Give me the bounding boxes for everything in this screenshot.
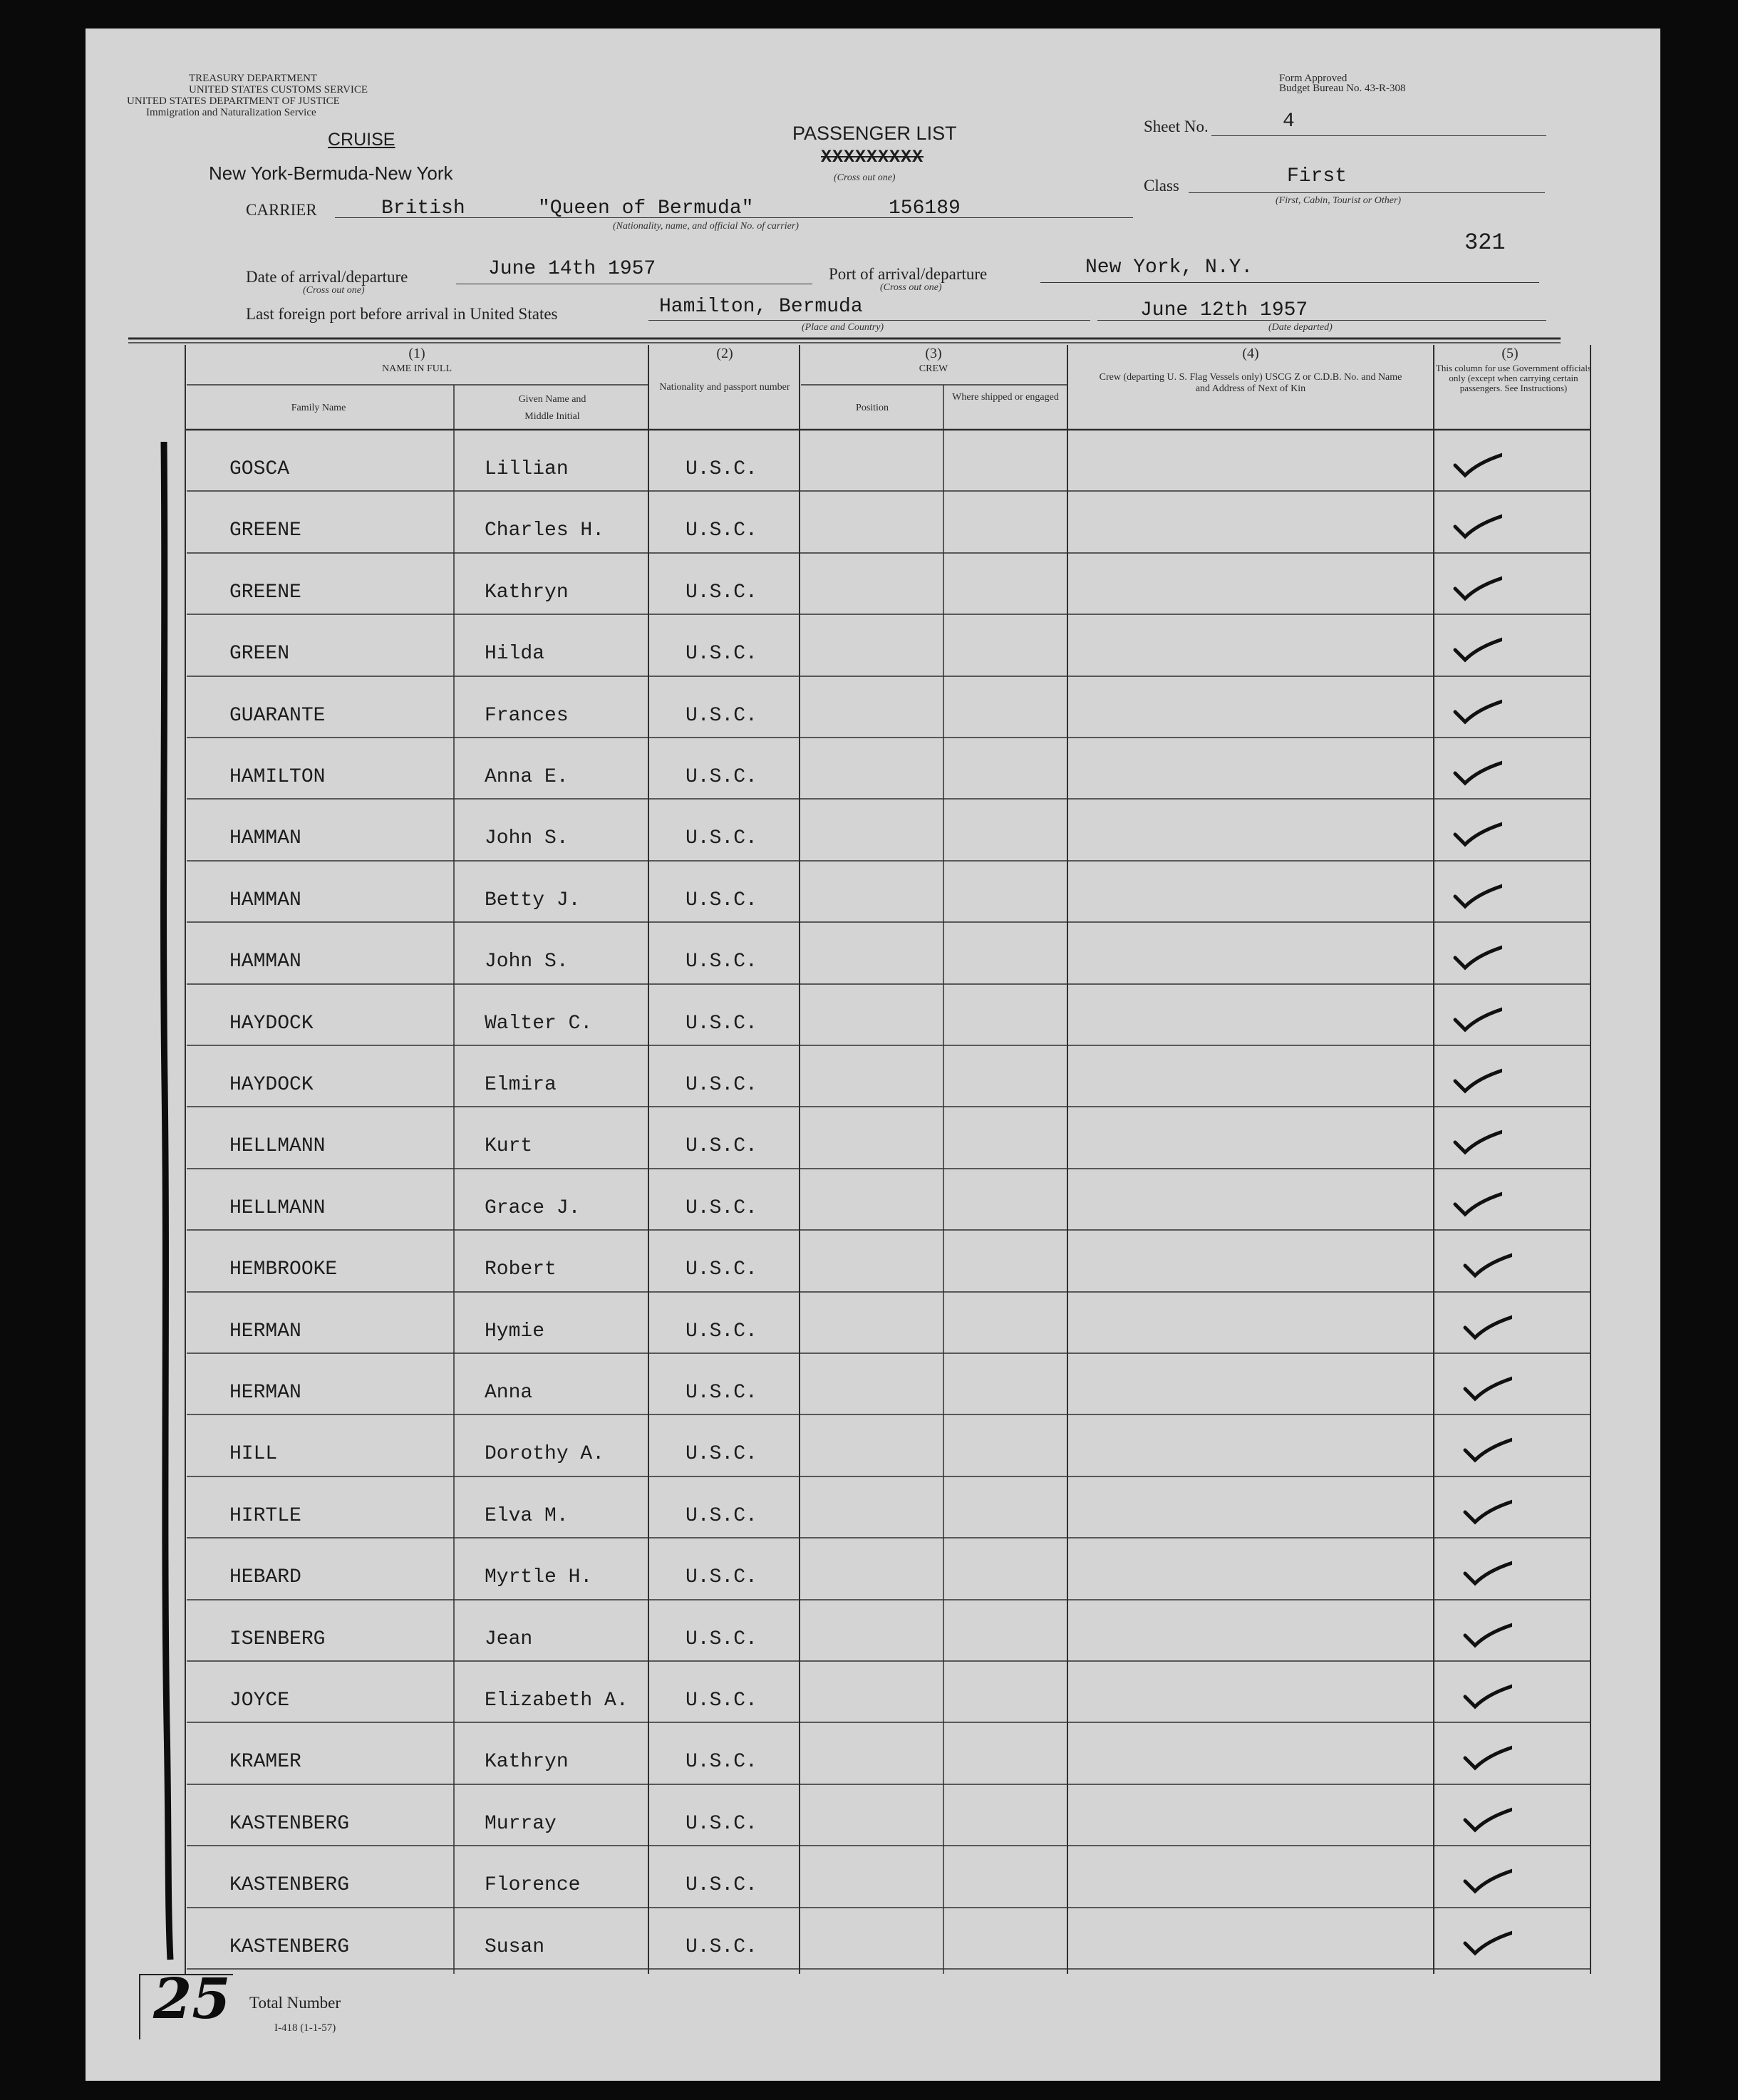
family-name: GUARANTE bbox=[229, 705, 326, 727]
class-value: First bbox=[1287, 165, 1348, 187]
check-mark-icon bbox=[1462, 1495, 1512, 1526]
total-number-value: 25 bbox=[153, 1967, 231, 2032]
col4-number: (4) bbox=[1242, 346, 1259, 361]
nationality: U.S.C. bbox=[686, 1013, 757, 1035]
given-name: Elmira bbox=[485, 1074, 557, 1096]
check-mark-icon bbox=[1462, 1803, 1512, 1834]
form-code: I-418 (1-1-57) bbox=[274, 2022, 336, 2034]
check-mark-icon bbox=[1452, 1064, 1502, 1095]
given-name: Susan bbox=[485, 1936, 545, 1958]
given-name: Lillian bbox=[485, 458, 569, 480]
check-mark-icon bbox=[1462, 1372, 1512, 1403]
given-name: John S. bbox=[485, 951, 569, 973]
page-number: 321 bbox=[1464, 229, 1506, 256]
nationality: U.S.C. bbox=[686, 1936, 757, 1958]
check-mark-icon bbox=[1462, 1926, 1512, 1957]
date-cross-hint: (Cross out one) bbox=[303, 285, 365, 296]
family-name: HERMAN bbox=[229, 1320, 301, 1343]
given-name: Myrtle H. bbox=[485, 1566, 593, 1588]
given-name: Betty J. bbox=[485, 889, 581, 911]
given-name: Florence bbox=[485, 1874, 581, 1896]
nationality: U.S.C. bbox=[686, 1690, 757, 1712]
carrier-vessel: "Queen of Bermuda" bbox=[538, 197, 754, 219]
where-shipped-header: Where shipped or engaged bbox=[952, 392, 1059, 403]
check-mark-icon bbox=[1452, 941, 1502, 972]
nationality: U.S.C. bbox=[686, 581, 757, 604]
port-cross-hint: (Cross out one) bbox=[880, 282, 942, 293]
check-mark-icon bbox=[1462, 1556, 1512, 1588]
check-mark-icon bbox=[1452, 633, 1502, 664]
check-mark-icon bbox=[1452, 817, 1502, 849]
nationality: U.S.C. bbox=[686, 1197, 757, 1219]
given-name: John S. bbox=[485, 827, 569, 849]
carrier-nationality: British bbox=[381, 197, 465, 219]
crossed-title: XXXXXXXXX bbox=[821, 147, 924, 167]
col1-number: (1) bbox=[408, 346, 425, 361]
port-arrival-value: New York, N.Y. bbox=[1085, 257, 1253, 279]
nationality: U.S.C. bbox=[686, 1505, 757, 1527]
route: New York-Bermuda-New York bbox=[209, 162, 453, 184]
family-name: GREENE bbox=[229, 519, 301, 542]
budget-bureau: Budget Bureau No. 43-R-308 bbox=[1279, 83, 1406, 94]
check-mark-icon bbox=[1452, 510, 1502, 541]
agency-line-4: Immigration and Naturalization Service bbox=[146, 107, 316, 118]
nationality: U.S.C. bbox=[686, 1751, 757, 1773]
carrier-label: CARRIER bbox=[246, 201, 317, 219]
check-mark-icon bbox=[1452, 571, 1502, 603]
carrier-number: 156189 bbox=[889, 197, 961, 219]
given-name: Elizabeth A. bbox=[485, 1690, 629, 1712]
crew-header: CREW bbox=[919, 363, 948, 374]
date-departed-hint: (Date departed) bbox=[1268, 322, 1333, 333]
nationality: U.S.C. bbox=[686, 458, 757, 480]
check-mark-icon bbox=[1462, 1310, 1512, 1342]
nationality: U.S.C. bbox=[686, 1135, 757, 1157]
nationality: U.S.C. bbox=[686, 1874, 757, 1896]
col2-number: (2) bbox=[716, 346, 733, 361]
nationality: U.S.C. bbox=[686, 1320, 757, 1343]
family-name: HEMBROOKE bbox=[229, 1258, 338, 1281]
nationality: U.S.C. bbox=[686, 519, 757, 542]
agency-line-3: UNITED STATES DEPARTMENT OF JUSTICE bbox=[127, 95, 340, 107]
given-name: Hymie bbox=[485, 1320, 545, 1343]
family-name: HERMAN bbox=[229, 1382, 301, 1404]
family-name: KASTENBERG bbox=[229, 1936, 350, 1958]
family-name: KRAMER bbox=[229, 1751, 301, 1773]
nationality: U.S.C. bbox=[686, 1382, 757, 1404]
date-arrival-value: June 14th 1957 bbox=[488, 258, 656, 280]
col5-note: This column for use Government officials only (except when carrying certain passengers. See Instructions) bbox=[1435, 363, 1592, 393]
family-name: HILL bbox=[229, 1443, 278, 1465]
check-mark-icon bbox=[1452, 1125, 1502, 1157]
nationality: U.S.C. bbox=[686, 1443, 757, 1465]
given-name: Kathryn bbox=[485, 1751, 569, 1773]
check-mark-icon bbox=[1462, 1618, 1512, 1650]
check-mark-icon bbox=[1462, 1433, 1512, 1464]
family-name: GREEN bbox=[229, 643, 290, 665]
nationality-header: Nationality and passport number bbox=[659, 382, 790, 393]
family-name: HAYDOCK bbox=[229, 1074, 314, 1096]
check-mark-icon bbox=[1462, 1248, 1512, 1280]
check-mark-icon bbox=[1462, 1741, 1512, 1772]
family-name: KASTENBERG bbox=[229, 1874, 350, 1896]
class-hint: (First, Cabin, Tourist or Other) bbox=[1276, 195, 1402, 206]
given-name: Kathryn bbox=[485, 581, 569, 604]
family-name: HAMILTON bbox=[229, 766, 326, 788]
port-arrival-label: Port of arrival/departure bbox=[829, 265, 988, 283]
check-mark-icon bbox=[1452, 1003, 1502, 1034]
check-mark-icon bbox=[1452, 1187, 1502, 1219]
given-name: Hilda bbox=[485, 643, 545, 665]
cross-out-note: (Cross out one) bbox=[834, 172, 896, 183]
check-mark-icon bbox=[1452, 879, 1502, 911]
check-mark-icon bbox=[1452, 448, 1502, 480]
col3-number: (3) bbox=[925, 346, 942, 361]
family-name: HIRTLE bbox=[229, 1505, 301, 1527]
date-departed-value: June 12th 1957 bbox=[1140, 299, 1308, 321]
total-number-label: Total Number bbox=[249, 1994, 341, 2012]
nationality: U.S.C. bbox=[686, 705, 757, 727]
given-name: Elva M. bbox=[485, 1505, 569, 1527]
col1-title: NAME IN FULL bbox=[382, 363, 452, 374]
family-name: GOSCA bbox=[229, 458, 290, 480]
given-name: Jean bbox=[485, 1628, 533, 1650]
given-name: Walter C. bbox=[485, 1013, 593, 1035]
form-approved: Form Approved bbox=[1279, 73, 1348, 84]
col5-number: (5) bbox=[1501, 346, 1519, 361]
nationality: U.S.C. bbox=[686, 1813, 757, 1835]
form-title: PASSENGER LIST bbox=[792, 123, 957, 144]
check-mark-icon bbox=[1462, 1680, 1512, 1711]
nationality: U.S.C. bbox=[686, 1566, 757, 1588]
check-mark-icon bbox=[1462, 1864, 1512, 1895]
check-mark-icon bbox=[1452, 756, 1502, 787]
place-country-hint: (Place and Country) bbox=[802, 322, 884, 333]
agency-line-1: TREASURY DEPARTMENT bbox=[189, 73, 318, 84]
agency-line-2: UNITED STATES CUSTOMS SERVICE bbox=[189, 84, 368, 95]
family-name: HAMMAN bbox=[229, 827, 301, 849]
family-name: HEBARD bbox=[229, 1566, 301, 1588]
class-label: Class bbox=[1144, 177, 1179, 195]
nationality: U.S.C. bbox=[686, 1628, 757, 1650]
ink-bracket bbox=[153, 442, 182, 1967]
nationality: U.S.C. bbox=[686, 1258, 757, 1281]
family-name: JOYCE bbox=[229, 1690, 290, 1712]
nationality: U.S.C. bbox=[686, 766, 757, 788]
given-name-header-2: Middle Initial bbox=[524, 411, 580, 422]
nationality: U.S.C. bbox=[686, 951, 757, 973]
nationality: U.S.C. bbox=[686, 1074, 757, 1096]
position-header: Position bbox=[856, 403, 889, 413]
crew-departing-header: Crew (departing U. S. Flag Vessels only) USCG Z or C.D.B. No. and Name and Address of Next of Kin bbox=[1099, 372, 1402, 394]
carrier-hint: (Nationality, name, and official No. of carrier) bbox=[613, 221, 799, 232]
given-name: Robert bbox=[485, 1258, 557, 1281]
given-name: Anna E. bbox=[485, 766, 569, 788]
given-name: Dorothy A. bbox=[485, 1443, 605, 1465]
family-name: GREENE bbox=[229, 581, 301, 604]
sheet-no-label: Sheet No. bbox=[1144, 118, 1209, 135]
family-name: HELLMANN bbox=[229, 1135, 326, 1157]
nationality: U.S.C. bbox=[686, 643, 757, 665]
check-mark-icon bbox=[1452, 695, 1502, 726]
given-name: Kurt bbox=[485, 1135, 533, 1157]
family-name-header: Family Name bbox=[291, 403, 346, 413]
nationality: U.S.C. bbox=[686, 889, 757, 911]
last-port-label: Last foreign port before arrival in United States bbox=[246, 305, 558, 323]
family-name: HAMMAN bbox=[229, 889, 301, 911]
family-name: HAMMAN bbox=[229, 951, 301, 973]
given-name: Frances bbox=[485, 705, 569, 727]
given-name: Anna bbox=[485, 1382, 533, 1404]
given-name: Murray bbox=[485, 1813, 557, 1835]
family-name: ISENBERG bbox=[229, 1628, 326, 1650]
given-name: Charles H. bbox=[485, 519, 605, 542]
sheet-no-value: 4 bbox=[1283, 110, 1295, 133]
family-name: KASTENBERG bbox=[229, 1813, 350, 1835]
nationality: U.S.C. bbox=[686, 827, 757, 849]
last-port-value: Hamilton, Bermuda bbox=[659, 296, 863, 318]
given-name-header: Given Name and bbox=[518, 394, 586, 405]
family-name: HAYDOCK bbox=[229, 1013, 314, 1035]
date-arrival-label: Date of arrival/departure bbox=[246, 268, 408, 286]
cruise-label: CRUISE bbox=[328, 130, 395, 150]
given-name: Grace J. bbox=[485, 1197, 581, 1219]
family-name: HELLMANN bbox=[229, 1197, 326, 1219]
